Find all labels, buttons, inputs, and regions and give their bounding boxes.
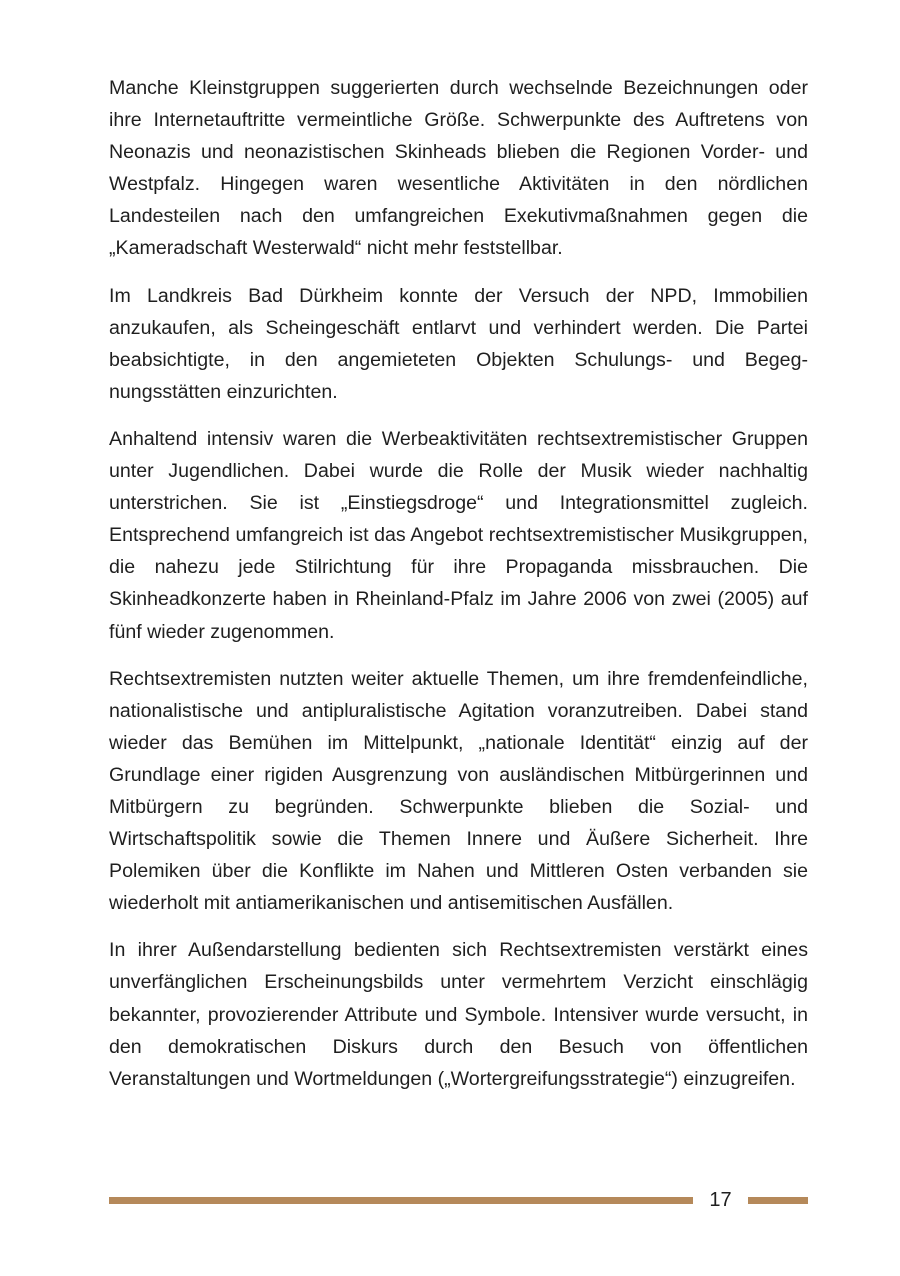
- footer-rule-left: [109, 1197, 693, 1204]
- paragraph-4: Rechtsextremisten nutzten weiter aktuelle Themen, um ihre fremdenfeindliche, nationalistische und antipluralistische Agitation voranzutreiben. Dabei stand wieder das Bemühen im Mittelpunkt, „nationale Identität“ einzig auf der Grundlage einer rigiden Ausgrenzung von ausländischen Mitbürgerinnen und Mitbürgern zu begründen. Schwerpunkte blieben die Sozial- und Wirtschaftspolitik sowie die Themen Innere und Äußere Sicherheit. Ihre Polemiken über die Konflikte im Nahen und Mittleren Osten verbanden sie wiederholt mit antiamerikanischen und antisemitischen Ausfällen.: [109, 667, 808, 915]
- paragraph-5: In ihrer Außendarstellung bedienten sich Rechtsextremisten verstärkt eines unverfänglichen Erscheinungsbilds unter vermehrtem Verzicht einschlägig bekannter, provozierender Attribute und Symbole. Intensiver wurde versucht, in den demokratischen Diskurs durch den Besuch von öffentlichen Veranstaltungen und Wortmeldungen („Wortergreifungsstrategie“) einzugreifen.: [109, 939, 808, 1090]
- paragraph-2: Im Landkreis Bad Dürkheim konnte der Versuch der NPD, Immobilien anzukaufen, als Scheingeschäft entlarvt und verhindert werden. Die Partei beabsichtigte, in den angemieteten Objekten Schulungs- und Begegnungsstätten einzurichten.: [109, 284, 808, 403]
- paragraph-1: Manche Kleinstgruppen suggerierten durch wechselnde Bezeichnungen oder ihre Internetauftritte vermeintliche Größe. Schwerpunkte des Auftretens von Neonazis und neonazistischen Skinheads blieben die Regionen Vorder- und Westpfalz. Hingegen waren wesentliche Aktivitäten in den nördlichen Landesteilen nach den umfangreichen Exekutivmaßnahmen gegen die „Kameradschaft Westerwald“ nicht mehr feststellbar.: [109, 77, 808, 260]
- paragraph-3: Anhaltend intensiv waren die Werbeaktivitäten rechtsextremistischer Gruppen unter Jugendlichen. Dabei wurde die Rolle der Musik wieder nachhaltig unterstrichen. Sie ist „Einstiegsdroge“ und Integrationsmittel zugleich. Entsprechend umfangreich ist das Angebot rechtsextremistischer Musikgruppen, die nahezu jede Stilrichtung für ihre Propaganda missbrauchen. Die Skinheadkonzerte haben in Rheinland-Pfalz im Jahre 2006 von zwei (2005) auf fünf wieder zugenommen.: [109, 427, 808, 643]
- page-number: 17: [709, 1189, 732, 1211]
- body-text: [109, 72, 808, 1110]
- footer-rule-right: [748, 1197, 808, 1204]
